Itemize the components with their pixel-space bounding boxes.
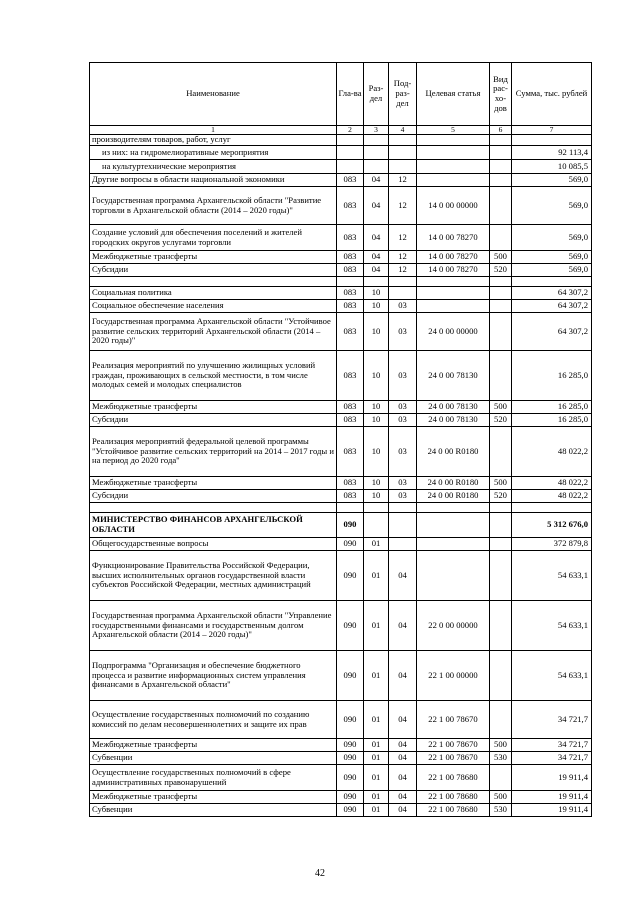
table-row <box>90 401 592 414</box>
row-celevaya-statya: 24 0 00 78130 <box>417 351 490 401</box>
row-celevaya-statya <box>417 160 490 174</box>
row-name <box>90 503 337 513</box>
row-razdel: 01 <box>364 551 389 601</box>
row-glava: 090 <box>337 752 364 765</box>
row-vid-rashodov <box>490 277 512 287</box>
row-glava: 090 <box>337 538 364 551</box>
row-razdel <box>364 503 389 513</box>
row-summa: 54 633,1 <box>512 601 592 651</box>
row-summa <box>512 135 592 146</box>
row-podrazdel: 04 <box>389 551 417 601</box>
row-vid-rashodov <box>490 427 512 477</box>
row-name: Общегосударственные вопросы <box>90 538 337 551</box>
row-podrazdel <box>389 277 417 287</box>
row-podrazdel: 04 <box>389 739 417 752</box>
row-glava: 090 <box>337 551 364 601</box>
table-row <box>90 135 592 146</box>
row-glava: 090 <box>337 601 364 651</box>
row-glava: 083 <box>337 264 364 277</box>
row-razdel: 10 <box>364 477 389 490</box>
row-vid-rashodov <box>490 135 512 146</box>
row-glava: 090 <box>337 513 364 538</box>
row-summa: 16 285,0 <box>512 401 592 414</box>
row-glava: 090 <box>337 651 364 701</box>
row-name: Субсидии <box>90 490 337 503</box>
row-celevaya-statya: 22 1 00 78680 <box>417 791 490 804</box>
row-summa: 569,0 <box>512 174 592 187</box>
row-vid-rashodov <box>490 601 512 651</box>
row-vid-rashodov: 500 <box>490 477 512 490</box>
row-razdel: 01 <box>364 765 389 791</box>
row-vid-rashodov: 530 <box>490 752 512 765</box>
row-celevaya-statya <box>417 174 490 187</box>
column-number: 5 <box>417 126 490 135</box>
row-podrazdel: 03 <box>389 427 417 477</box>
row-podrazdel: 03 <box>389 490 417 503</box>
row-celevaya-statya: 22 0 00 00000 <box>417 601 490 651</box>
row-glava: 083 <box>337 490 364 503</box>
row-vid-rashodov: 500 <box>490 791 512 804</box>
row-podrazdel: 04 <box>389 752 417 765</box>
table-row <box>90 804 592 817</box>
row-podrazdel: 12 <box>389 174 417 187</box>
row-summa: 34 721,7 <box>512 701 592 739</box>
row-name: производителям товаров, работ, услуг <box>90 135 337 146</box>
row-glava: 083 <box>337 313 364 351</box>
row-vid-rashodov <box>490 187 512 225</box>
column-number: 1 <box>90 126 337 135</box>
table-row <box>90 765 592 791</box>
row-vid-rashodov: 520 <box>490 414 512 427</box>
table-row <box>90 477 592 490</box>
row-celevaya-statya <box>417 277 490 287</box>
column-number: 3 <box>364 126 389 135</box>
row-vid-rashodov <box>490 765 512 791</box>
row-summa: 34 721,7 <box>512 739 592 752</box>
row-razdel <box>364 135 389 146</box>
row-podrazdel <box>389 503 417 513</box>
row-glava: 083 <box>337 287 364 300</box>
row-name: Межбюджетные трансферты <box>90 477 337 490</box>
row-name: Осуществление государственных полномочий по созданию комиссий по делам несовершеннолетних и защите их прав <box>90 701 337 739</box>
row-vid-rashodov <box>490 551 512 601</box>
row-razdel: 01 <box>364 791 389 804</box>
row-celevaya-statya: 22 1 00 78670 <box>417 701 490 739</box>
row-summa: 54 633,1 <box>512 551 592 601</box>
table-row <box>90 414 592 427</box>
row-razdel: 01 <box>364 804 389 817</box>
row-celevaya-statya: 24 0 00 78130 <box>417 401 490 414</box>
table-row <box>90 300 592 313</box>
row-celevaya-statya: 14 0 00 78270 <box>417 264 490 277</box>
row-glava: 083 <box>337 351 364 401</box>
row-summa: 5 312 676,0 <box>512 513 592 538</box>
row-podrazdel <box>389 135 417 146</box>
row-glava: 083 <box>337 401 364 414</box>
row-razdel <box>364 146 389 160</box>
row-summa: 19 911,4 <box>512 765 592 791</box>
row-summa: 569,0 <box>512 187 592 225</box>
row-summa: 372 879,8 <box>512 538 592 551</box>
row-celevaya-statya: 22 1 00 78670 <box>417 752 490 765</box>
row-name: Социальная политика <box>90 287 337 300</box>
page-number: 42 <box>315 868 325 879</box>
header-celevaya-statya: Целевая статья <box>417 63 490 126</box>
header-vid-rashodov: Вид рас-хо-дов <box>490 63 512 126</box>
row-name: Создание условий для обеспечения поселений и жителей городских округов услугами торговли <box>90 225 337 251</box>
column-number: 6 <box>490 126 512 135</box>
row-podrazdel: 12 <box>389 225 417 251</box>
table-row <box>90 225 592 251</box>
row-podrazdel: 04 <box>389 701 417 739</box>
header-glava: Гла-ва <box>337 63 364 126</box>
row-name: Осуществление государственных полномочий в сфере административных правонарушений <box>90 765 337 791</box>
row-razdel <box>364 513 389 538</box>
row-razdel: 04 <box>364 174 389 187</box>
row-name: Реализация мероприятий по улучшению жилищных условий граждан, проживающих в сельской местности, в том числе молодых семей и молодых специалистов <box>90 351 337 401</box>
row-summa: 569,0 <box>512 264 592 277</box>
row-name: Функционирование Правительства Российской Федерации, высших исполнительных органов государственной власти субъектов Российской Федерации, местных администраций <box>90 551 337 601</box>
column-number-row <box>90 126 592 135</box>
row-glava: 090 <box>337 791 364 804</box>
row-name: Субвенции <box>90 804 337 817</box>
table-row <box>90 538 592 551</box>
row-name: Межбюджетные трансферты <box>90 251 337 264</box>
row-podrazdel: 03 <box>389 401 417 414</box>
row-vid-rashodov <box>490 651 512 701</box>
row-celevaya-statya <box>417 503 490 513</box>
row-celevaya-statya: 22 1 00 78680 <box>417 765 490 791</box>
row-glava: 083 <box>337 225 364 251</box>
row-vid-rashodov <box>490 287 512 300</box>
row-summa: 48 022,2 <box>512 427 592 477</box>
row-glava <box>337 503 364 513</box>
column-number: 4 <box>389 126 417 135</box>
row-celevaya-statya: 24 0 00 R0180 <box>417 477 490 490</box>
table-row <box>90 146 592 160</box>
row-name: МИНИСТЕРСТВО ФИНАНСОВ АРХАНГЕЛЬСКОЙ ОБЛАСТИ <box>90 513 337 538</box>
row-vid-rashodov: 500 <box>490 251 512 264</box>
table-row <box>90 187 592 225</box>
table-row <box>90 513 592 538</box>
table-spacer-row <box>90 277 592 287</box>
budget-table <box>89 62 592 817</box>
row-razdel: 10 <box>364 401 389 414</box>
row-name: на культуртехнические мероприятия <box>90 160 337 174</box>
row-podrazdel: 03 <box>389 300 417 313</box>
row-razdel: 01 <box>364 752 389 765</box>
row-summa: 48 022,2 <box>512 477 592 490</box>
row-razdel: 04 <box>364 251 389 264</box>
column-number: 7 <box>512 126 592 135</box>
row-name: Государственная программа Архангельской области "Развитие торговли в Архангельской области (2014 – 2020 годы)" <box>90 187 337 225</box>
row-summa: 64 307,2 <box>512 287 592 300</box>
table-row <box>90 601 592 651</box>
row-celevaya-statya: 24 0 00 00000 <box>417 313 490 351</box>
table-header-row <box>90 63 592 126</box>
row-razdel: 01 <box>364 651 389 701</box>
row-vid-rashodov: 520 <box>490 264 512 277</box>
row-summa: 19 911,4 <box>512 791 592 804</box>
row-name: Другие вопросы в области национальной экономики <box>90 174 337 187</box>
table-row <box>90 651 592 701</box>
row-celevaya-statya: 22 1 00 00000 <box>417 651 490 701</box>
row-glava <box>337 277 364 287</box>
row-razdel: 04 <box>364 225 389 251</box>
row-glava: 090 <box>337 765 364 791</box>
row-podrazdel: 12 <box>389 251 417 264</box>
row-vid-rashodov: 500 <box>490 401 512 414</box>
row-podrazdel: 12 <box>389 264 417 277</box>
row-razdel <box>364 160 389 174</box>
row-summa: 64 307,2 <box>512 300 592 313</box>
row-podrazdel: 04 <box>389 791 417 804</box>
row-glava: 090 <box>337 804 364 817</box>
row-celevaya-statya: 24 0 00 R0180 <box>417 427 490 477</box>
row-razdel: 04 <box>364 187 389 225</box>
row-celevaya-statya <box>417 300 490 313</box>
row-glava: 083 <box>337 414 364 427</box>
row-vid-rashodov: 520 <box>490 490 512 503</box>
row-podrazdel: 03 <box>389 414 417 427</box>
row-razdel: 10 <box>364 490 389 503</box>
row-name: Государственная программа Архангельской области "Управление государственными финансами и государственным долгом Архангельской области (2014 – 2020 годы)" <box>90 601 337 651</box>
row-summa: 10 085,5 <box>512 160 592 174</box>
row-celevaya-statya: 22 1 00 78670 <box>417 739 490 752</box>
row-name: Подпрограмма "Организация и обеспечение бюджетного процесса и развитие информационных систем управления финансами в Архангельской области" <box>90 651 337 701</box>
table-row <box>90 313 592 351</box>
row-podrazdel <box>389 513 417 538</box>
row-podrazdel: 04 <box>389 765 417 791</box>
row-podrazdel <box>389 287 417 300</box>
table-row <box>90 752 592 765</box>
row-podrazdel <box>389 160 417 174</box>
table-row <box>90 791 592 804</box>
row-podrazdel <box>389 538 417 551</box>
row-celevaya-statya <box>417 287 490 300</box>
row-name: Социальное обеспечение населения <box>90 300 337 313</box>
row-vid-rashodov <box>490 225 512 251</box>
row-podrazdel: 03 <box>389 313 417 351</box>
row-vid-rashodov <box>490 351 512 401</box>
row-razdel: 01 <box>364 538 389 551</box>
table-row <box>90 701 592 739</box>
row-summa: 34 721,7 <box>512 752 592 765</box>
row-razdel: 10 <box>364 313 389 351</box>
row-name: Межбюджетные трансферты <box>90 739 337 752</box>
row-name: Межбюджетные трансферты <box>90 401 337 414</box>
row-glava: 083 <box>337 251 364 264</box>
row-glava: 083 <box>337 477 364 490</box>
row-celevaya-statya <box>417 538 490 551</box>
column-number: 2 <box>337 126 364 135</box>
row-summa: 64 307,2 <box>512 313 592 351</box>
row-glava: 083 <box>337 174 364 187</box>
row-name: Реализация мероприятий федеральной целевой программы "Устойчивое развитие сельских территорий на 2014 – 2017 годы и на период до 2020 года" <box>90 427 337 477</box>
table-row <box>90 739 592 752</box>
row-razdel: 10 <box>364 351 389 401</box>
row-summa: 16 285,0 <box>512 414 592 427</box>
row-glava <box>337 146 364 160</box>
row-name: Субвенции <box>90 752 337 765</box>
row-summa: 19 911,4 <box>512 804 592 817</box>
row-name: Межбюджетные трансферты <box>90 791 337 804</box>
row-name <box>90 277 337 287</box>
row-summa <box>512 277 592 287</box>
row-celevaya-statya: 22 1 00 78680 <box>417 804 490 817</box>
row-glava <box>337 135 364 146</box>
table-row <box>90 264 592 277</box>
row-podrazdel <box>389 146 417 160</box>
row-vid-rashodov <box>490 538 512 551</box>
row-vid-rashodov <box>490 300 512 313</box>
row-celevaya-statya <box>417 513 490 538</box>
row-celevaya-statya <box>417 146 490 160</box>
row-podrazdel: 03 <box>389 351 417 401</box>
row-summa: 569,0 <box>512 251 592 264</box>
row-celevaya-statya: 24 0 00 78130 <box>417 414 490 427</box>
row-podrazdel: 03 <box>389 477 417 490</box>
header-summa: Сумма, тыс. рублей <box>512 63 592 126</box>
table-row <box>90 351 592 401</box>
row-glava: 090 <box>337 739 364 752</box>
header-razdel: Раз-дел <box>364 63 389 126</box>
table-body <box>90 135 592 817</box>
row-vid-rashodov <box>490 313 512 351</box>
row-celevaya-statya: 24 0 00 R0180 <box>417 490 490 503</box>
row-celevaya-statya: 14 0 00 78270 <box>417 251 490 264</box>
row-vid-rashodov: 500 <box>490 739 512 752</box>
row-celevaya-statya: 14 0 00 78270 <box>417 225 490 251</box>
row-podrazdel: 12 <box>389 187 417 225</box>
row-name: Государственная программа Архангельской области "Устойчивое развитие сельских территорий Архангельской области (2014 – 2020 годы)" <box>90 313 337 351</box>
row-razdel: 01 <box>364 739 389 752</box>
row-summa: 48 022,2 <box>512 490 592 503</box>
row-razdel: 01 <box>364 701 389 739</box>
row-celevaya-statya <box>417 551 490 601</box>
row-name: из них: на гидромелиоративные мероприятия <box>90 146 337 160</box>
row-podrazdel: 04 <box>389 651 417 701</box>
row-vid-rashodov <box>490 503 512 513</box>
row-glava: 083 <box>337 427 364 477</box>
row-razdel: 10 <box>364 427 389 477</box>
row-razdel: 10 <box>364 414 389 427</box>
row-vid-rashodov <box>490 146 512 160</box>
row-glava: 090 <box>337 701 364 739</box>
row-glava <box>337 160 364 174</box>
row-razdel: 04 <box>364 264 389 277</box>
row-razdel: 10 <box>364 300 389 313</box>
row-summa: 16 285,0 <box>512 351 592 401</box>
table-row <box>90 251 592 264</box>
table-row <box>90 427 592 477</box>
table-row <box>90 490 592 503</box>
row-vid-rashodov <box>490 160 512 174</box>
row-razdel: 01 <box>364 601 389 651</box>
row-summa: 92 113,4 <box>512 146 592 160</box>
row-celevaya-statya <box>417 135 490 146</box>
table-row <box>90 551 592 601</box>
row-glava: 083 <box>337 187 364 225</box>
row-name: Субсидии <box>90 264 337 277</box>
row-vid-rashodov <box>490 174 512 187</box>
row-summa: 569,0 <box>512 225 592 251</box>
row-vid-rashodov <box>490 701 512 739</box>
table-spacer-row <box>90 503 592 513</box>
header-podrazdel: Под-раз-дел <box>389 63 417 126</box>
row-vid-rashodov <box>490 513 512 538</box>
row-vid-rashodov: 530 <box>490 804 512 817</box>
row-podrazdel: 04 <box>389 804 417 817</box>
table-row <box>90 174 592 187</box>
table-row <box>90 160 592 174</box>
header-name: Наименование <box>90 63 337 126</box>
row-glava: 083 <box>337 300 364 313</box>
table-row <box>90 287 592 300</box>
row-summa <box>512 503 592 513</box>
row-celevaya-statya: 14 0 00 00000 <box>417 187 490 225</box>
row-razdel: 10 <box>364 287 389 300</box>
row-summa: 54 633,1 <box>512 651 592 701</box>
row-razdel <box>364 277 389 287</box>
row-name: Субсидии <box>90 414 337 427</box>
row-podrazdel: 04 <box>389 601 417 651</box>
